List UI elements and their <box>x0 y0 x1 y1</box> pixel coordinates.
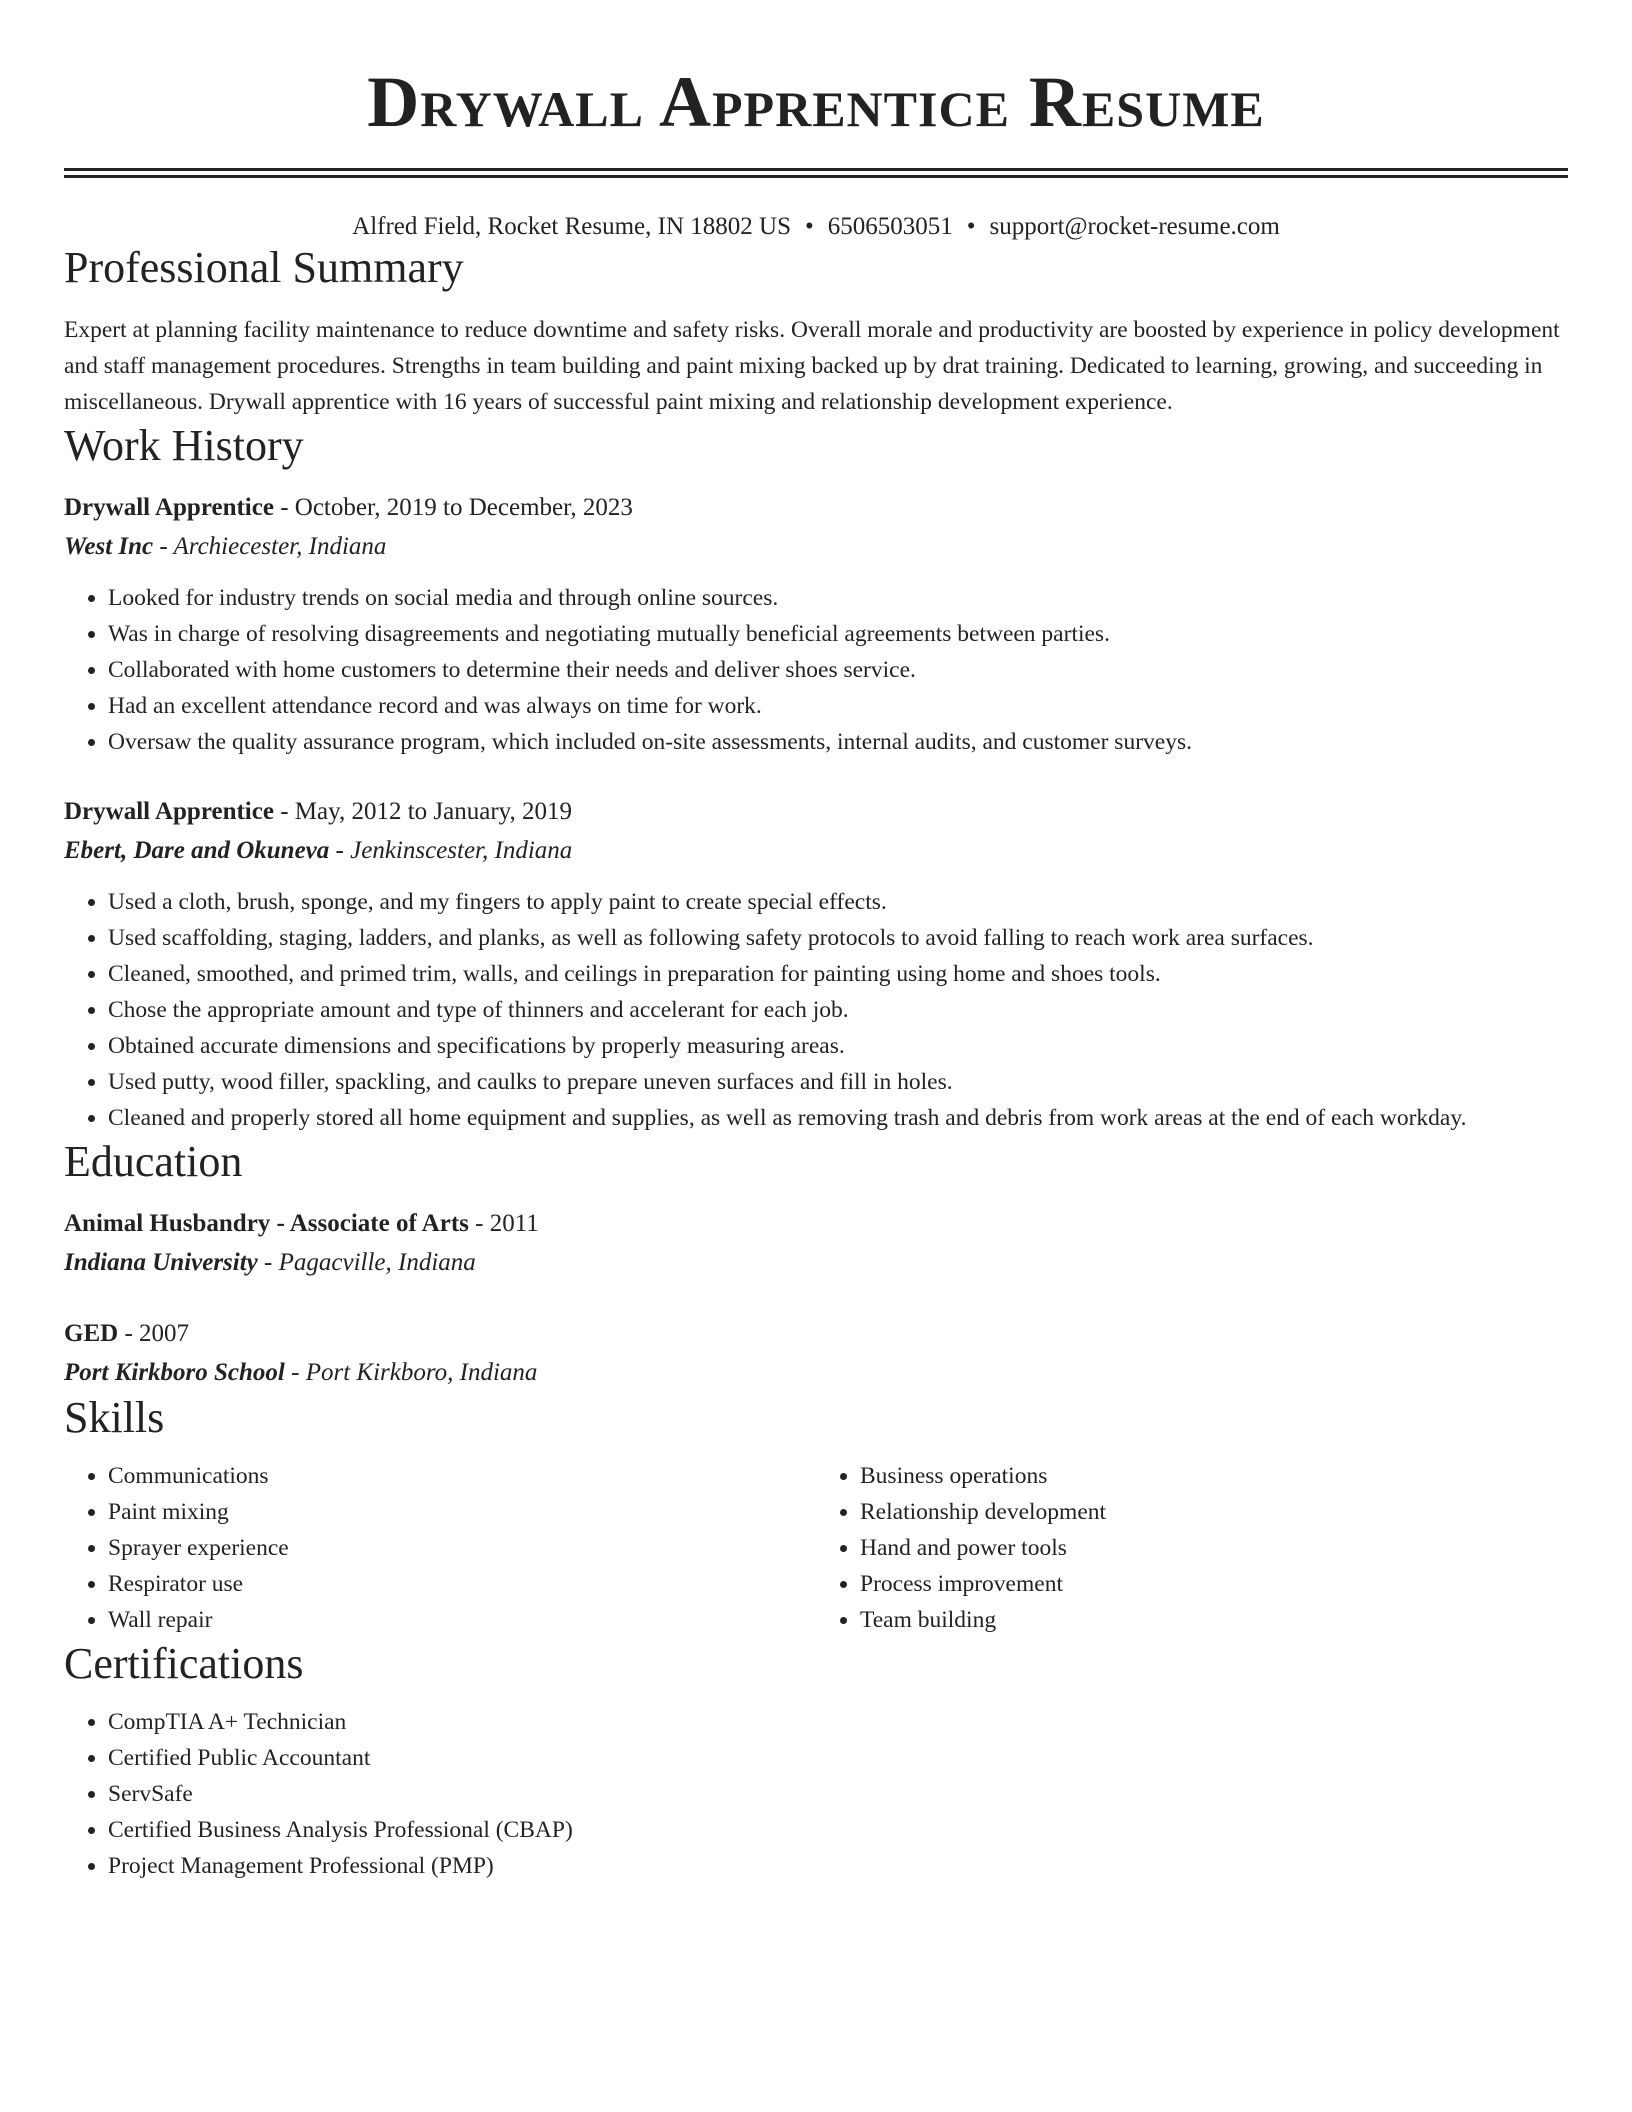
degree-name: Animal Husbandry - Associate of Arts <box>64 1210 469 1237</box>
list-item: • Collaborated with home customers to determine their needs and deliver shoes service. <box>108 652 1568 688</box>
list-item: • Team building <box>860 1602 1568 1638</box>
list-item: • Cleaned and properly stored all home equipment and supplies, as well as removing trash and debris from work areas at the end of each workday. <box>108 1100 1568 1136</box>
employer-line <box>64 832 1568 870</box>
school-line <box>64 1244 1568 1282</box>
skills-heading: Skills <box>64 1393 165 1442</box>
school-name: Indiana University <box>64 1249 258 1276</box>
list-item: • Obtained accurate dimensions and specifications by properly measuring areas. <box>108 1028 1568 1064</box>
list-item: • Chose the appropriate amount and type of thinners and accelerant for each job. <box>108 992 1568 1028</box>
skills-list-right <box>816 1458 1568 1638</box>
job-bullets <box>64 580 1568 760</box>
contact-separator: • <box>805 213 814 240</box>
job-bullets <box>64 884 1568 1136</box>
list-item: • Communications <box>108 1458 816 1494</box>
list-item: • Used a cloth, brush, sponge, and my fingers to apply paint to create special effects. <box>108 884 1568 920</box>
list-item: • Looked for industry trends on social media and through online sources. <box>108 580 1568 616</box>
job-title-line <box>64 488 1568 528</box>
list-item: • Business operations <box>860 1458 1568 1494</box>
job-entry <box>64 488 1568 760</box>
degree-year: - 2007 <box>118 1320 190 1347</box>
employer-location: - Archiecester, Indiana <box>153 533 387 560</box>
contact-phone: 6506503051 <box>827 213 953 240</box>
contact-address: Alfred Field, Rocket Resume, IN 18802 US <box>352 213 791 240</box>
job-title-line <box>64 792 1568 832</box>
school-location: - Pagacville, Indiana <box>257 1249 476 1276</box>
list-item: • Oversaw the quality assurance program, which included on-site assessments, internal audits, and customer surveys. <box>108 724 1568 760</box>
list-item: • Certified Public Accountant <box>108 1740 1568 1776</box>
school-location: - Port Kirkboro, Indiana <box>284 1359 538 1386</box>
degree-line <box>64 1204 1568 1244</box>
list-item: • Used scaffolding, staging, ladders, and planks, as well as following safety protocols to avoid falling to reach work area surfaces. <box>108 920 1568 956</box>
skills-columns <box>64 1458 1568 1638</box>
certifications-heading: Certifications <box>64 1639 304 1688</box>
resume-title: Drywall Apprentice Resume <box>367 62 1265 142</box>
job-title: Drywall Apprentice <box>64 494 274 521</box>
contact-line <box>64 212 1568 242</box>
list-item: • Respirator use <box>108 1566 816 1602</box>
list-item: • Project Management Professional (PMP) <box>108 1848 1568 1884</box>
list-item: • ServSafe <box>108 1776 1568 1812</box>
contact-separator: • <box>966 213 976 240</box>
list-item: • Used putty, wood filler, spackling, and caulks to prepare uneven surfaces and fill in holes. <box>108 1064 1568 1100</box>
degree-line <box>64 1314 1568 1354</box>
list-item: • Certified Business Analysis Professional (CBAP) <box>108 1812 1568 1848</box>
job-title: Drywall Apprentice <box>64 798 274 825</box>
summary-text: Expert at planning facility maintenance to reduce downtime and safety risks. Overall morale and productivity are boosted by experience in policy development and staff management procedures. Strengths in team building and paint mixing backed up by drat training. Dedicated to learning, growing, and succeeding in miscellaneous. Drywall apprentice with 16 years of successful paint mixing and relationship development experience. <box>64 317 1560 415</box>
employer-location: - Jenkinscester, Indiana <box>329 837 573 864</box>
job-dates: - May, 2012 to January, 2019 <box>273 798 573 825</box>
list-item: • Wall repair <box>108 1602 816 1638</box>
title-double-rule <box>64 168 1568 178</box>
degree-name: GED <box>64 1320 119 1347</box>
contact-email: support@rocket-resume.com <box>989 213 1280 240</box>
school-name: Port Kirkboro School <box>64 1359 285 1386</box>
certifications-list <box>64 1704 1568 1884</box>
employer-name: West Inc <box>64 533 154 560</box>
job-dates: - October, 2019 to December, 2023 <box>273 494 633 521</box>
employer-line <box>64 528 1568 566</box>
list-item: • Relationship development <box>860 1494 1568 1530</box>
education-entry <box>64 1204 1568 1282</box>
list-item: • Had an excellent attendance record and was always on time for work. <box>108 688 1568 724</box>
education-entry <box>64 1314 1568 1392</box>
list-item: • Hand and power tools <box>860 1530 1568 1566</box>
job-entry <box>64 792 1568 1136</box>
work-history-heading: Work History <box>64 421 304 470</box>
list-item: • CompTIA A+ Technician <box>108 1704 1568 1740</box>
school-line <box>64 1354 1568 1392</box>
education-heading: Education <box>64 1137 243 1186</box>
list-item: • Process improvement <box>860 1566 1568 1602</box>
list-item: • Cleaned, smoothed, and primed trim, walls, and ceilings in preparation for painting using home and shoes tools. <box>108 956 1568 992</box>
list-item: • Paint mixing <box>108 1494 816 1530</box>
degree-year: - 2011 <box>468 1210 539 1237</box>
list-item: • Was in charge of resolving disagreements and negotiating mutually beneficial agreements between parties. <box>108 616 1568 652</box>
skills-list-left <box>64 1458 816 1638</box>
summary-heading: Professional Summary <box>64 243 464 292</box>
employer-name: Ebert, Dare and Okuneva <box>64 837 330 864</box>
list-item: • Sprayer experience <box>108 1530 816 1566</box>
